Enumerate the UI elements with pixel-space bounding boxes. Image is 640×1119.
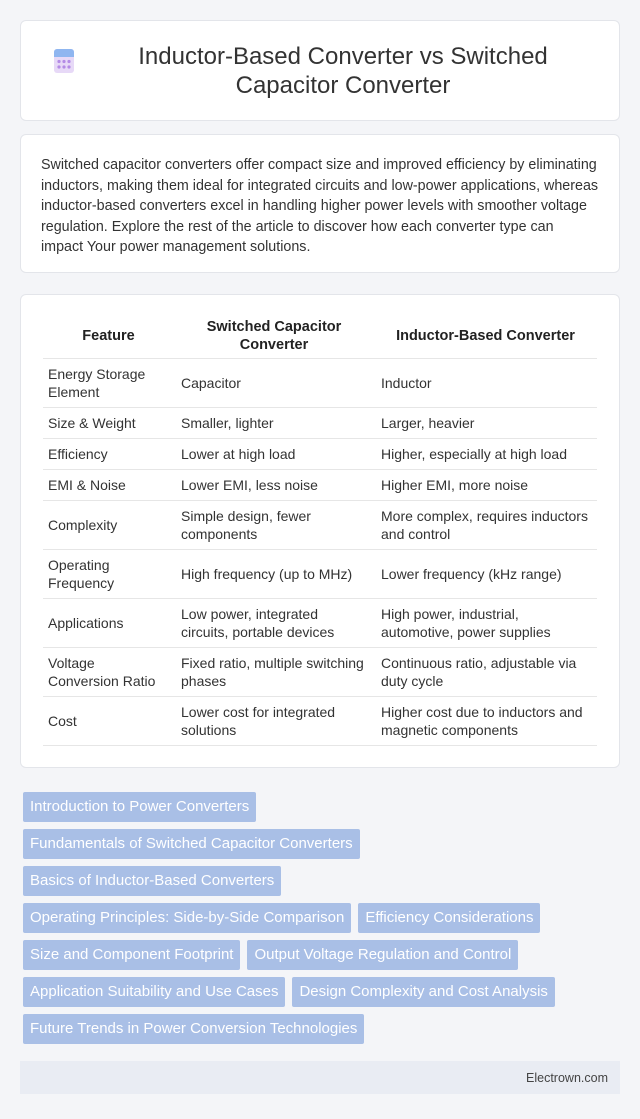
table-row [43, 648, 597, 697]
table-cell: Simple design, fewer components [174, 501, 374, 550]
intro-card [20, 134, 620, 273]
table-cell: Cost [43, 697, 174, 746]
table-cell: Higher EMI, more noise [374, 470, 597, 501]
table-cell: Low power, integrated circuits, portable devices [174, 599, 374, 648]
calculator-icon [51, 48, 77, 74]
table-row [43, 470, 597, 501]
table-cell: Capacitor [174, 359, 374, 408]
table-cell: Fixed ratio, multiple switching phases [174, 648, 374, 697]
comparison-table [43, 314, 597, 746]
tag-output-voltage-regulation[interactable]: Output Voltage Regulation and Control [247, 940, 518, 970]
footer [20, 1061, 620, 1094]
tag-size-and-component-footprint[interactable]: Size and Component Footprint [23, 940, 240, 970]
table-cell: Lower cost for integrated solutions [174, 697, 374, 746]
topic-tags [20, 792, 590, 1051]
table-row [43, 408, 597, 439]
table-cell: High frequency (up to MHz) [174, 550, 374, 599]
title-wrap [51, 42, 589, 100]
footer-site-link[interactable]: Electrown.com [526, 1070, 608, 1085]
table-cell: Lower at high load [174, 439, 374, 470]
table-cell: Size & Weight [43, 408, 174, 439]
table-cell: Voltage Conversion Ratio [43, 648, 174, 697]
table-header-row [43, 314, 597, 359]
tag-operating-principles-comparison[interactable]: Operating Principles: Side-by-Side Comparison [23, 903, 351, 933]
tag-basics-of-inductor-based-converters[interactable]: Basics of Inductor-Based Converters [23, 866, 281, 896]
table-cell: Higher cost due to inductors and magnetic components [374, 697, 597, 746]
intro-text: Switched capacitor converters offer compact size and improved efficiency by eliminating inductors, making them ideal for integrated circuits and low-power applications, whereas inductor-based converters excel in handling higher power levels with smoother voltage regulation. Explore the rest of the article to discover how each converter type can impact Your power management solutions. [41, 157, 599, 255]
table-cell: Operating Frequency [43, 550, 174, 599]
tag-design-complexity-and-cost[interactable]: Design Complexity and Cost Analysis [292, 977, 554, 1007]
table-cell: Lower EMI, less noise [174, 470, 374, 501]
table-cell: Larger, heavier [374, 408, 597, 439]
table-cell: Lower frequency (kHz range) [374, 550, 597, 599]
tag-fundamentals-of-switched-capacitor-converters[interactable]: Fundamentals of Switched Capacitor Converters [23, 829, 360, 859]
table-cell: Energy Storage Element [43, 359, 174, 408]
table-row [43, 599, 597, 648]
table-row [43, 501, 597, 550]
table-cell: More complex, requires inductors and control [374, 501, 597, 550]
table-row [43, 439, 597, 470]
table-row [43, 697, 597, 746]
title-card [20, 20, 620, 121]
page-title: Inductor-Based Converter vs Switched Capacitor Converter [138, 42, 548, 99]
table-cell: Higher, especially at high load [374, 439, 597, 470]
tag-introduction-to-power-converters[interactable]: Introduction to Power Converters [23, 792, 256, 822]
tag-application-suitability[interactable]: Application Suitability and Use Cases [23, 977, 285, 1007]
table-cell: Applications [43, 599, 174, 648]
column-header-switched-capacitor: Switched Capacitor Converter [174, 314, 374, 359]
column-header-inductor-based: Inductor-Based Converter [374, 314, 597, 359]
tag-efficiency-considerations[interactable]: Efficiency Considerations [358, 903, 540, 933]
table-cell: EMI & Noise [43, 470, 174, 501]
column-header-feature: Feature [43, 314, 174, 359]
table-row [43, 550, 597, 599]
table-cell: Continuous ratio, adjustable via duty cycle [374, 648, 597, 697]
comparison-table-card [20, 294, 620, 768]
table-row [43, 359, 597, 408]
table-cell: Efficiency [43, 439, 174, 470]
table-cell: High power, industrial, automotive, power supplies [374, 599, 597, 648]
tag-future-trends[interactable]: Future Trends in Power Conversion Technologies [23, 1014, 364, 1044]
table-cell: Smaller, lighter [174, 408, 374, 439]
table-cell: Inductor [374, 359, 597, 408]
table-cell: Complexity [43, 501, 174, 550]
